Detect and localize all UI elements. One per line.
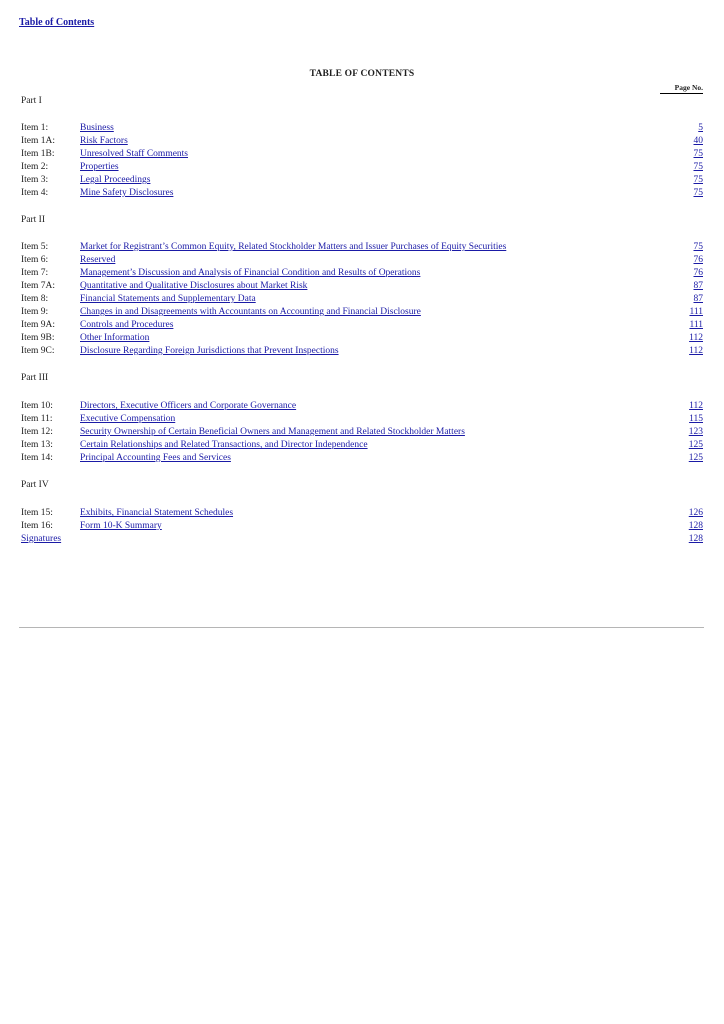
item-number: Item 9A: bbox=[21, 320, 56, 330]
toc-row bbox=[21, 293, 703, 306]
item-title-link[interactable]: Certain Relationships and Related Transactions, and Director Independence bbox=[80, 440, 368, 450]
page-number-link[interactable]: 112 bbox=[689, 401, 703, 411]
item-number: Item 11: bbox=[21, 414, 53, 424]
item-title-link[interactable]: Other Information bbox=[80, 333, 150, 343]
item-number: Item 14: bbox=[21, 453, 53, 463]
item-number: Item 1B: bbox=[21, 149, 55, 159]
table-of-contents-link[interactable]: Table of Contents bbox=[19, 17, 95, 28]
item-number: Item 7A: bbox=[21, 281, 56, 291]
page-number-link[interactable]: 125 bbox=[688, 453, 703, 463]
page-number-link[interactable]: 76 bbox=[693, 255, 703, 265]
page-number-link[interactable]: 87 bbox=[693, 281, 703, 291]
item-number: Item 3: bbox=[21, 175, 49, 185]
page-title: TABLE OF CONTENTS bbox=[309, 69, 415, 79]
item-title-link[interactable]: Controls and Procedures bbox=[80, 320, 174, 330]
toc-row bbox=[21, 174, 703, 187]
page-number-link[interactable]: 111 bbox=[689, 320, 703, 330]
item-title-link[interactable]: Directors, Executive Officers and Corporate Governance bbox=[80, 401, 297, 411]
item-title-link[interactable]: Quantitative and Qualitative Disclosures about Market Risk bbox=[80, 281, 308, 291]
toc-row bbox=[21, 345, 703, 358]
item-number: Item 15: bbox=[21, 508, 53, 518]
page-number-link[interactable]: 112 bbox=[689, 346, 703, 356]
item-title-link[interactable]: Legal Proceedings bbox=[80, 175, 151, 185]
item-title-link[interactable]: Disclosure Regarding Foreign Jurisdictions that Prevent Inspections bbox=[80, 346, 339, 356]
item-title-link[interactable]: Form 10-K Summary bbox=[80, 521, 162, 531]
toc-row bbox=[21, 400, 703, 413]
page-number-link[interactable]: 125 bbox=[688, 440, 703, 450]
page-number-link[interactable]: 112 bbox=[689, 333, 703, 343]
part-heading: Part I bbox=[21, 96, 42, 106]
item-number: Item 12: bbox=[21, 427, 53, 437]
page-number-link[interactable]: 123 bbox=[688, 427, 703, 437]
toc-row bbox=[21, 306, 703, 319]
page-number-link[interactable]: 128 bbox=[688, 534, 703, 544]
item-number: Item 8: bbox=[21, 294, 49, 304]
item-number: Item 7: bbox=[21, 268, 49, 278]
item-number: Item 4: bbox=[21, 188, 49, 198]
item-title-link[interactable]: Reserved bbox=[80, 255, 116, 265]
page-number-link[interactable]: 128 bbox=[688, 521, 703, 531]
item-title-link[interactable]: Exhibits, Financial Statement Schedules bbox=[80, 508, 234, 518]
item-title-link[interactable]: Changes in and Disagreements with Accountants on Accounting and Financial Disclosure bbox=[80, 307, 421, 317]
page-number-link[interactable]: 115 bbox=[689, 414, 703, 424]
toc-row bbox=[21, 161, 703, 174]
page-number-link[interactable]: 5 bbox=[698, 123, 703, 133]
item-number: Item 6: bbox=[21, 255, 49, 265]
toc-row bbox=[21, 280, 703, 293]
page-number-link[interactable]: 126 bbox=[688, 508, 703, 518]
page-number-link[interactable]: 87 bbox=[693, 294, 703, 304]
page-number-link[interactable]: 75 bbox=[693, 162, 703, 172]
item-number: Item 13: bbox=[21, 440, 53, 450]
toc-row bbox=[21, 439, 703, 452]
part-heading: Part IV bbox=[21, 480, 49, 490]
toc-row bbox=[21, 533, 703, 546]
page-divider bbox=[19, 627, 704, 628]
item-title-link[interactable]: Market for Registrant’s Common Equity, Related Stockholder Matters and Issuer Purchases of Equity Securities bbox=[80, 242, 507, 252]
item-number: Item 1: bbox=[21, 123, 49, 133]
item-number: Item 9B: bbox=[21, 333, 55, 343]
item-number: Item 1A: bbox=[21, 136, 56, 146]
item-title-link[interactable]: Risk Factors bbox=[80, 136, 128, 146]
page-number-link[interactable]: 76 bbox=[693, 268, 703, 278]
toc-row bbox=[21, 254, 703, 267]
toc-row bbox=[21, 413, 703, 426]
item-title-link[interactable]: Principal Accounting Fees and Services bbox=[80, 453, 231, 463]
toc-row bbox=[21, 520, 703, 533]
page-number-link[interactable]: 40 bbox=[693, 136, 703, 146]
toc-row bbox=[21, 122, 703, 135]
page-number-link[interactable]: 75 bbox=[693, 175, 703, 185]
toc-row bbox=[21, 148, 703, 161]
item-title-link[interactable]: Business bbox=[80, 123, 114, 133]
item-title-link[interactable]: Security Ownership of Certain Beneficial Owners and Management and Related Stockholder Matters bbox=[80, 427, 465, 437]
item-number: Item 16: bbox=[21, 521, 53, 531]
toc-row bbox=[21, 452, 703, 465]
item-title-link[interactable]: Financial Statements and Supplementary Data bbox=[80, 294, 256, 304]
item-title-link[interactable]: Unresolved Staff Comments bbox=[80, 149, 189, 159]
page-number-link[interactable]: 75 bbox=[693, 149, 703, 159]
item-number: Item 2: bbox=[21, 162, 49, 172]
page-number-link[interactable]: 111 bbox=[689, 307, 703, 317]
page-number-link[interactable]: 75 bbox=[693, 242, 703, 252]
item-number: Item 5: bbox=[21, 242, 49, 252]
item-title-link[interactable]: Executive Compensation bbox=[80, 414, 176, 424]
toc-row bbox=[21, 319, 703, 332]
signatures-link[interactable]: Signatures bbox=[21, 534, 62, 544]
toc-row bbox=[21, 135, 703, 148]
toc-row bbox=[21, 426, 703, 439]
toc-row bbox=[21, 241, 703, 254]
item-title-link[interactable]: Management’s Discussion and Analysis of Financial Condition and Results of Operations bbox=[80, 268, 421, 278]
part-heading: Part III bbox=[21, 373, 49, 383]
item-number: Item 9: bbox=[21, 307, 49, 317]
toc-row bbox=[21, 507, 703, 520]
item-title-link[interactable]: Mine Safety Disclosures bbox=[80, 188, 174, 198]
item-title-link[interactable]: Properties bbox=[80, 162, 119, 172]
page-number-link[interactable]: 75 bbox=[693, 188, 703, 198]
part-heading: Part II bbox=[21, 215, 46, 225]
page-no-header: Page No. bbox=[660, 83, 703, 94]
toc-row bbox=[21, 332, 703, 345]
toc-row bbox=[21, 187, 703, 200]
toc-row bbox=[21, 267, 703, 280]
item-number: Item 10: bbox=[21, 401, 53, 411]
item-number: Item 9C: bbox=[21, 346, 55, 356]
